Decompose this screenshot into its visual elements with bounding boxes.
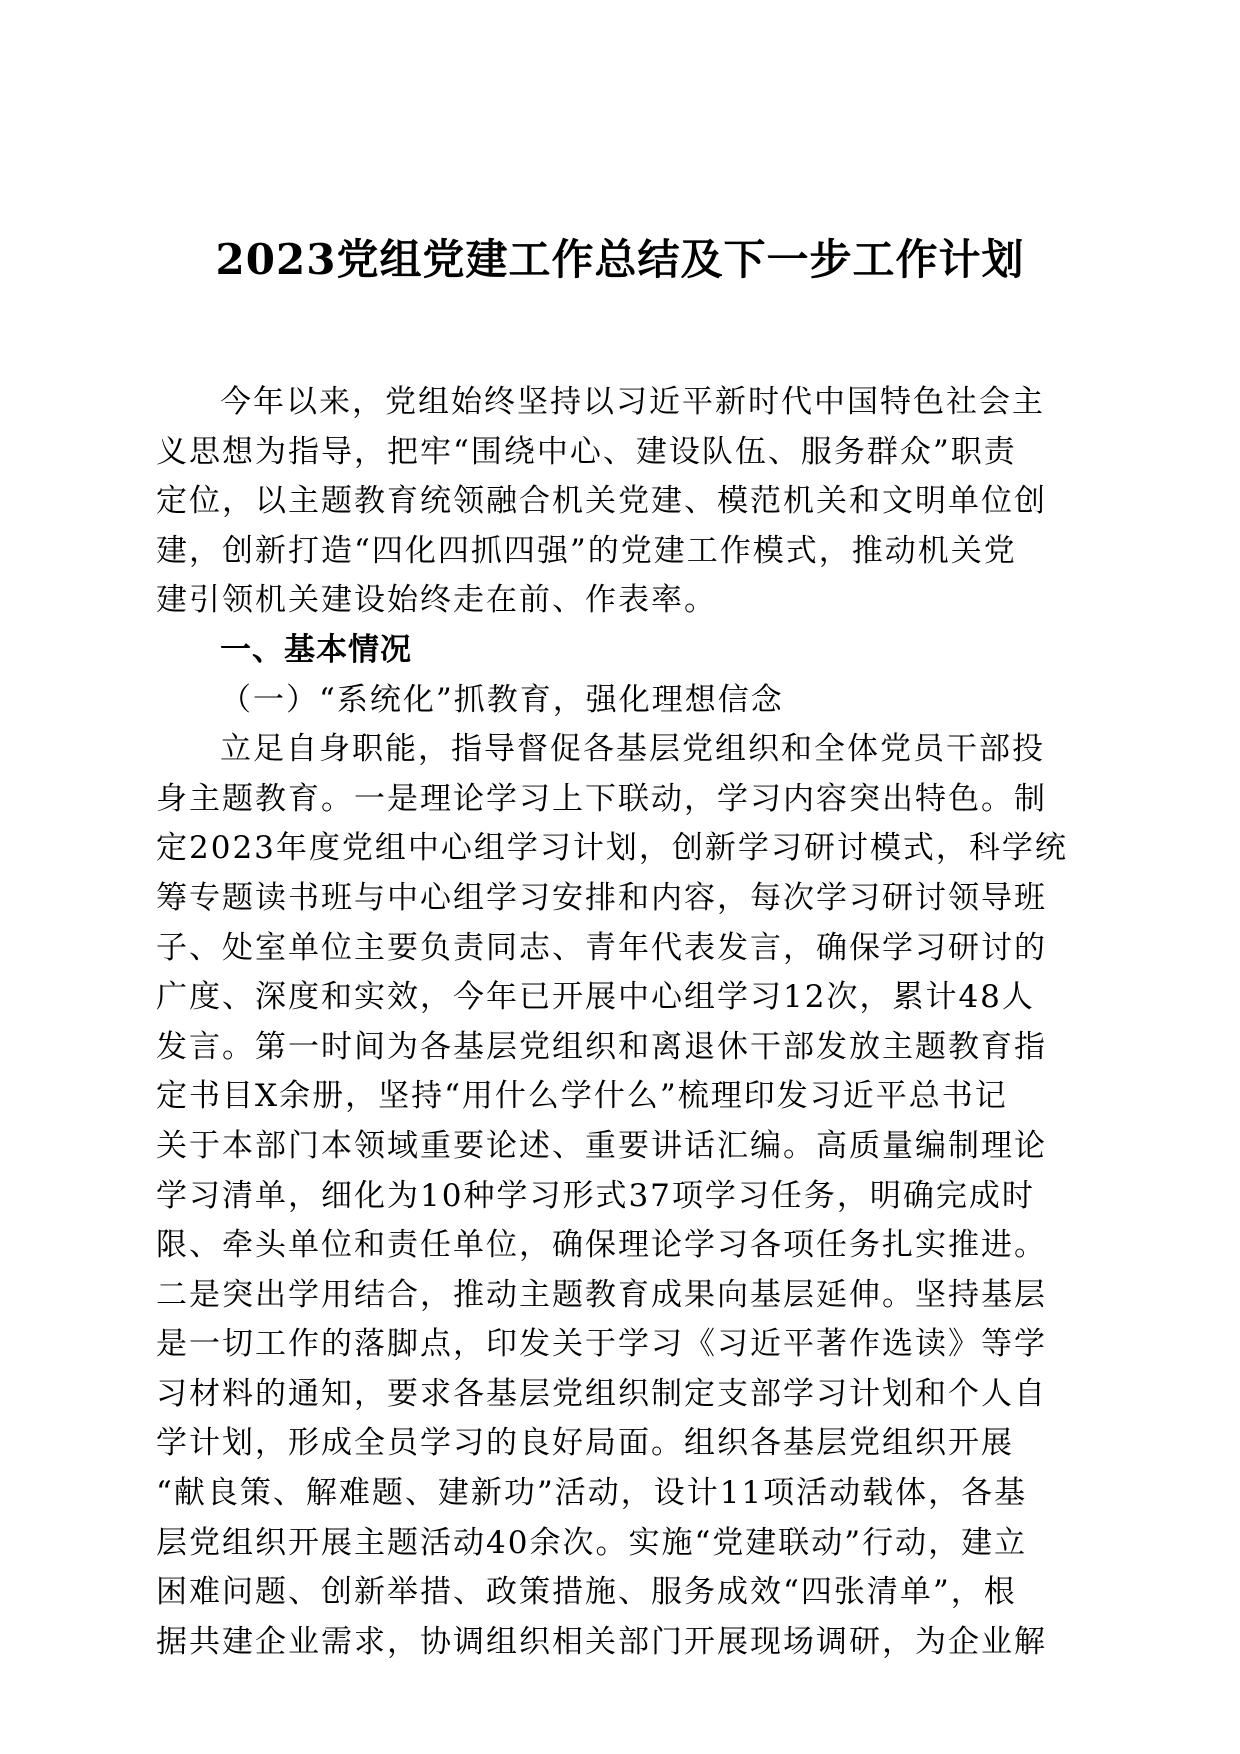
paragraph-body-line-8: 定书目X余册，坚持“用什么学什么”梳理印发习近平总书记 <box>156 1078 1008 1115</box>
paragraph-body-line-13: 是一切工作的落脚点，印发关于学习《习近平著作选读》等学 <box>156 1326 1047 1363</box>
paragraph-body-line-6: 广度、深度和实效，今年已开展中心组学习12次，累计48人 <box>156 979 1035 1016</box>
paragraph-body-line-15: 学计划，形成全员学习的良好局面。组织各基层党组织开展 <box>156 1425 1014 1462</box>
paragraph-body-line-10: 学习清单，细化为10种学习形式37项学习任务，明确完成时 <box>156 1177 1035 1214</box>
paragraph-intro-line-5: 建引领机关建设始终走在前、作表率。 <box>156 582 717 619</box>
paragraph-body-line-16: “献良策、解难题、建新功”活动，设计11项活动载体，各基 <box>156 1475 1028 1512</box>
paragraph-intro-line-1: 今年以来，党组始终坚持以习近平新时代中国特色社会主 <box>220 384 1045 420</box>
paragraph-body-line-5: 子、处室单位主要负责同志、青年代表发言，确保学习研讨的 <box>156 929 1047 966</box>
subsection-heading-education: （一）“系统化”抓教育，强化理想信念 <box>220 681 784 718</box>
paragraph-body-line-3: 定2023年度党组中心组学习计划，创新学习研讨模式，科学统 <box>156 830 1068 867</box>
paragraph-body-line-9: 关于本部门本领域重要论述、重要讲话汇编。高质量编制理论 <box>156 1127 1047 1164</box>
paragraph-body-line-4: 筹专题读书班与中心组学习安排和内容，每次学习研讨领导班 <box>156 879 1047 916</box>
paragraph-intro-line-2: 义思想为指导，把牢“围绕中心、建设队伍、服务群众”职责 <box>156 433 1017 470</box>
paragraph-body-line-7: 发言。第一时间为各基层党组织和离退休干部发放主题教育指 <box>156 1028 1047 1065</box>
paragraph-intro-line-4: 建，创新打造“四化四抓四强”的党建工作模式，推动机关党 <box>156 532 1017 569</box>
paragraph-body-line-19: 据共建企业需求，协调组织相关部门开展现场调研，为企业解 <box>156 1623 1047 1660</box>
paragraph-body-line-12: 二是突出学用结合，推动主题教育成果向基层延伸。坚持基层 <box>156 1276 1047 1313</box>
document-title: 2023党组党建工作总结及下一步工作计划 <box>215 235 1025 284</box>
section-heading-basic-situation: 一、基本情况 <box>220 631 412 668</box>
paragraph-intro-line-3: 定位，以主题教育统领融合机关党建、模范机关和文明单位创 <box>156 483 1047 520</box>
paragraph-body-line-11: 限、牵头单位和责任单位，确保理论学习各项任务扎实推进。 <box>156 1227 1047 1264</box>
paragraph-body-line-14: 习材料的通知，要求各基层党组织制定支部学习计划和个人自 <box>156 1375 1047 1412</box>
paragraph-body-line-2: 身主题教育。一是理论学习上下联动，学习内容突出特色。制 <box>156 780 1047 817</box>
paragraph-body-line-17: 层党组织开展主题活动40余次。实施“党建联动”行动，建立 <box>156 1524 1028 1561</box>
paragraph-body-line-1: 立足自身职能，指导督促各基层党组织和全体党员干部投 <box>220 731 1045 768</box>
document-body <box>156 378 1236 1667</box>
paragraph-body-line-18: 困难问题、创新举措、政策措施、服务成效“四张清单”，根 <box>156 1574 1017 1611</box>
